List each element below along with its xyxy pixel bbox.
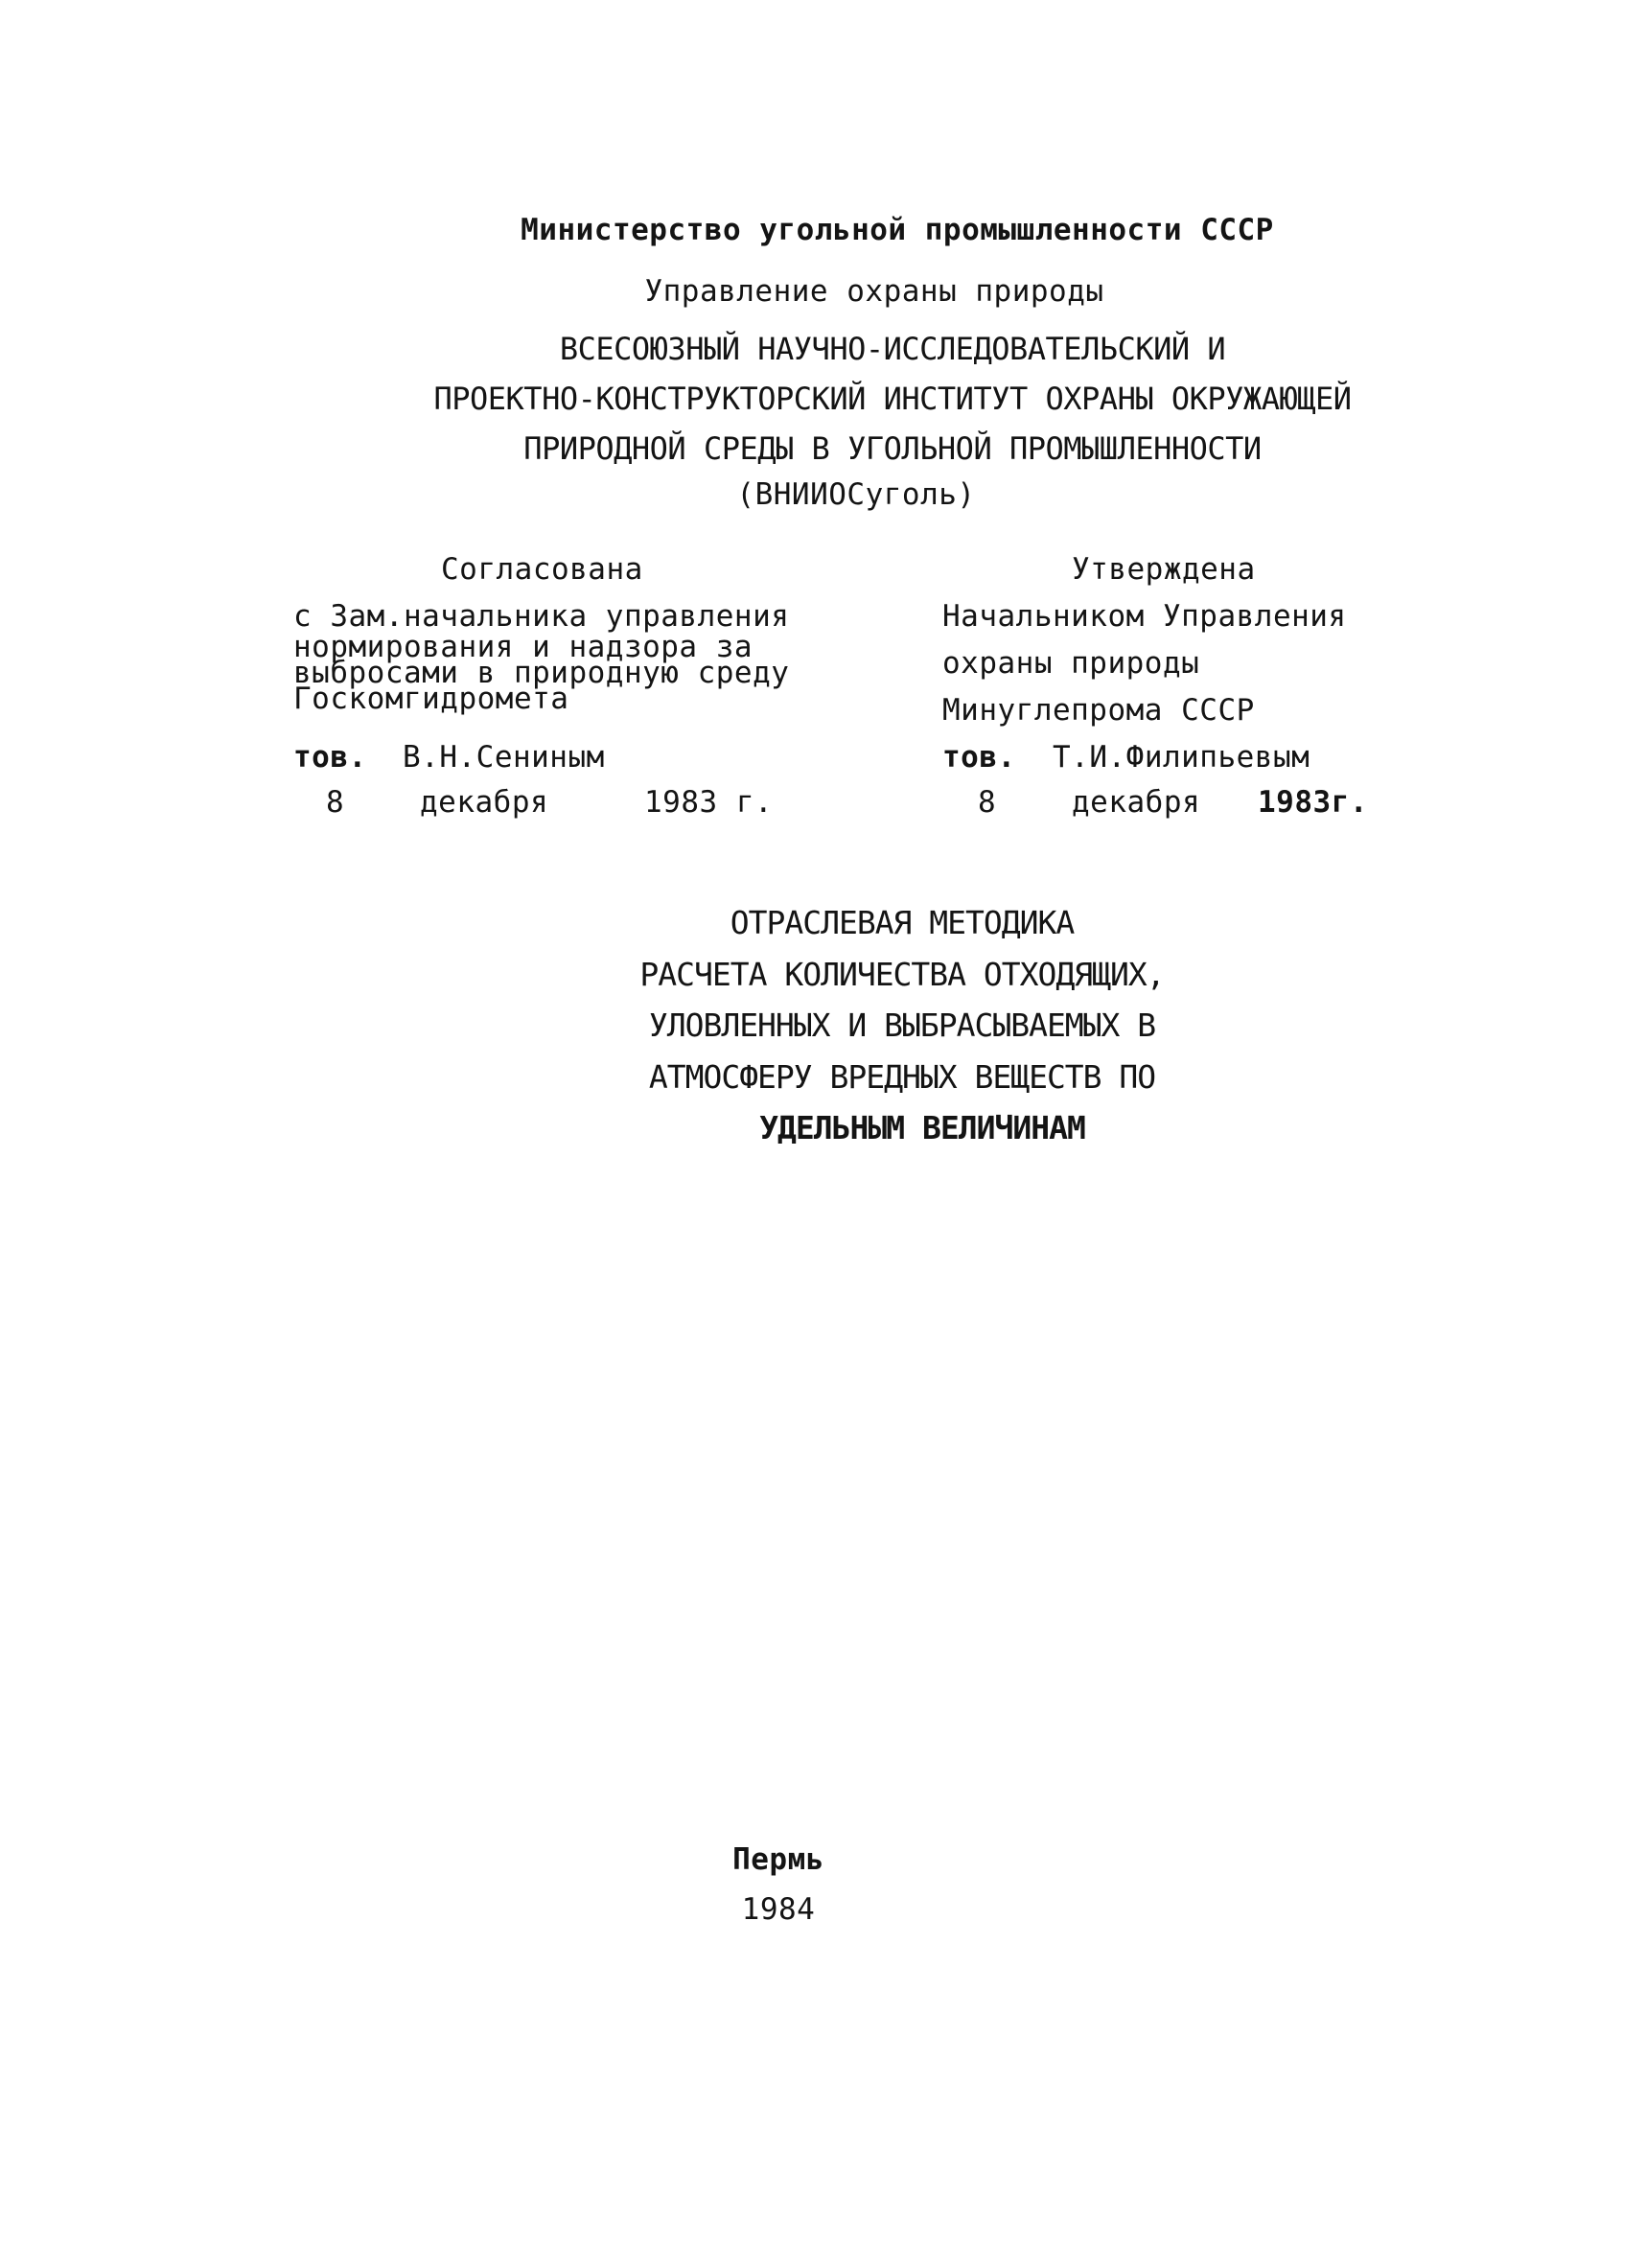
title-line-1: ОТРАСЛЕВАЯ МЕТОДИКА: [730, 904, 1075, 941]
approval-left-year: 1983 г.: [644, 785, 774, 820]
title-line-5: УДЕЛЬНЫМ ВЕЛИЧИНАМ: [759, 1109, 1085, 1146]
department-name: Управление охраны природы: [644, 274, 1104, 309]
approval-right-month: декабря: [1072, 785, 1201, 820]
title-line-3: УЛОВЛЕННЫХ И ВЫБРАСЫВАЕМЫХ В: [648, 1007, 1156, 1044]
approval-right-year: 1983г.: [1258, 785, 1368, 820]
approval-left-line-4: Госкомгидромета: [293, 682, 569, 716]
approval-right-signatory: Т.И.Филипьевым: [1053, 740, 1310, 775]
institute-line-1: ВСЕСОЮЗНЫЙ НАУЧНО-ИССЛЕДОВАТЕЛЬСКИЙ И: [559, 331, 1226, 367]
approval-right-line-2: охраны природы: [942, 646, 1200, 681]
approval-left-comrade: тов.: [293, 740, 367, 775]
institute-abbreviation: (ВНИИОСуголь): [736, 477, 976, 512]
title-line-4: АТМОСФЕРУ ВРЕДНЫХ ВЕЩЕСТВ ПО: [648, 1058, 1156, 1096]
approval-right-day: 8: [978, 785, 997, 820]
publication-year: 1984: [741, 1892, 816, 1927]
ministry-name: Министерство угольной промышленности СССР: [521, 213, 1274, 247]
title-line-2: РАСЧЕТА КОЛИЧЕСТВА ОТХОДЯЩИХ,: [639, 956, 1165, 993]
approval-left-line-1: с Зам.начальника управления: [293, 599, 790, 634]
approval-left-day: 8: [326, 785, 345, 820]
approval-left-heading: Согласована: [441, 552, 643, 587]
approval-left-line-3: выбросами в природную среду: [293, 656, 790, 690]
approval-left-month: декабря: [420, 785, 549, 820]
approval-right-heading: Утверждена: [1072, 552, 1256, 587]
approval-right-line-3: Минуглепрома СССР: [942, 693, 1255, 728]
approval-left-signatory: В.Н.Сениным: [403, 740, 605, 775]
approval-left-line-2: нормирования и надзора за: [293, 630, 753, 664]
approval-right-comrade: тов.: [942, 740, 1016, 775]
approval-right-line-1: Начальником Управления: [942, 599, 1347, 634]
institute-line-2: ПРОЕКТНО-КОНСТРУКТОРСКИЙ ИНСТИТУТ ОХРАНЫ ОКРУЖАЮЩЕЙ: [433, 381, 1352, 417]
institute-line-3: ПРИРОДНОЙ СРЕДЫ В УГОЛЬНОЙ ПРОМЫШЛЕННОСТИ: [523, 430, 1262, 467]
publication-city: Пермь: [732, 1842, 824, 1877]
